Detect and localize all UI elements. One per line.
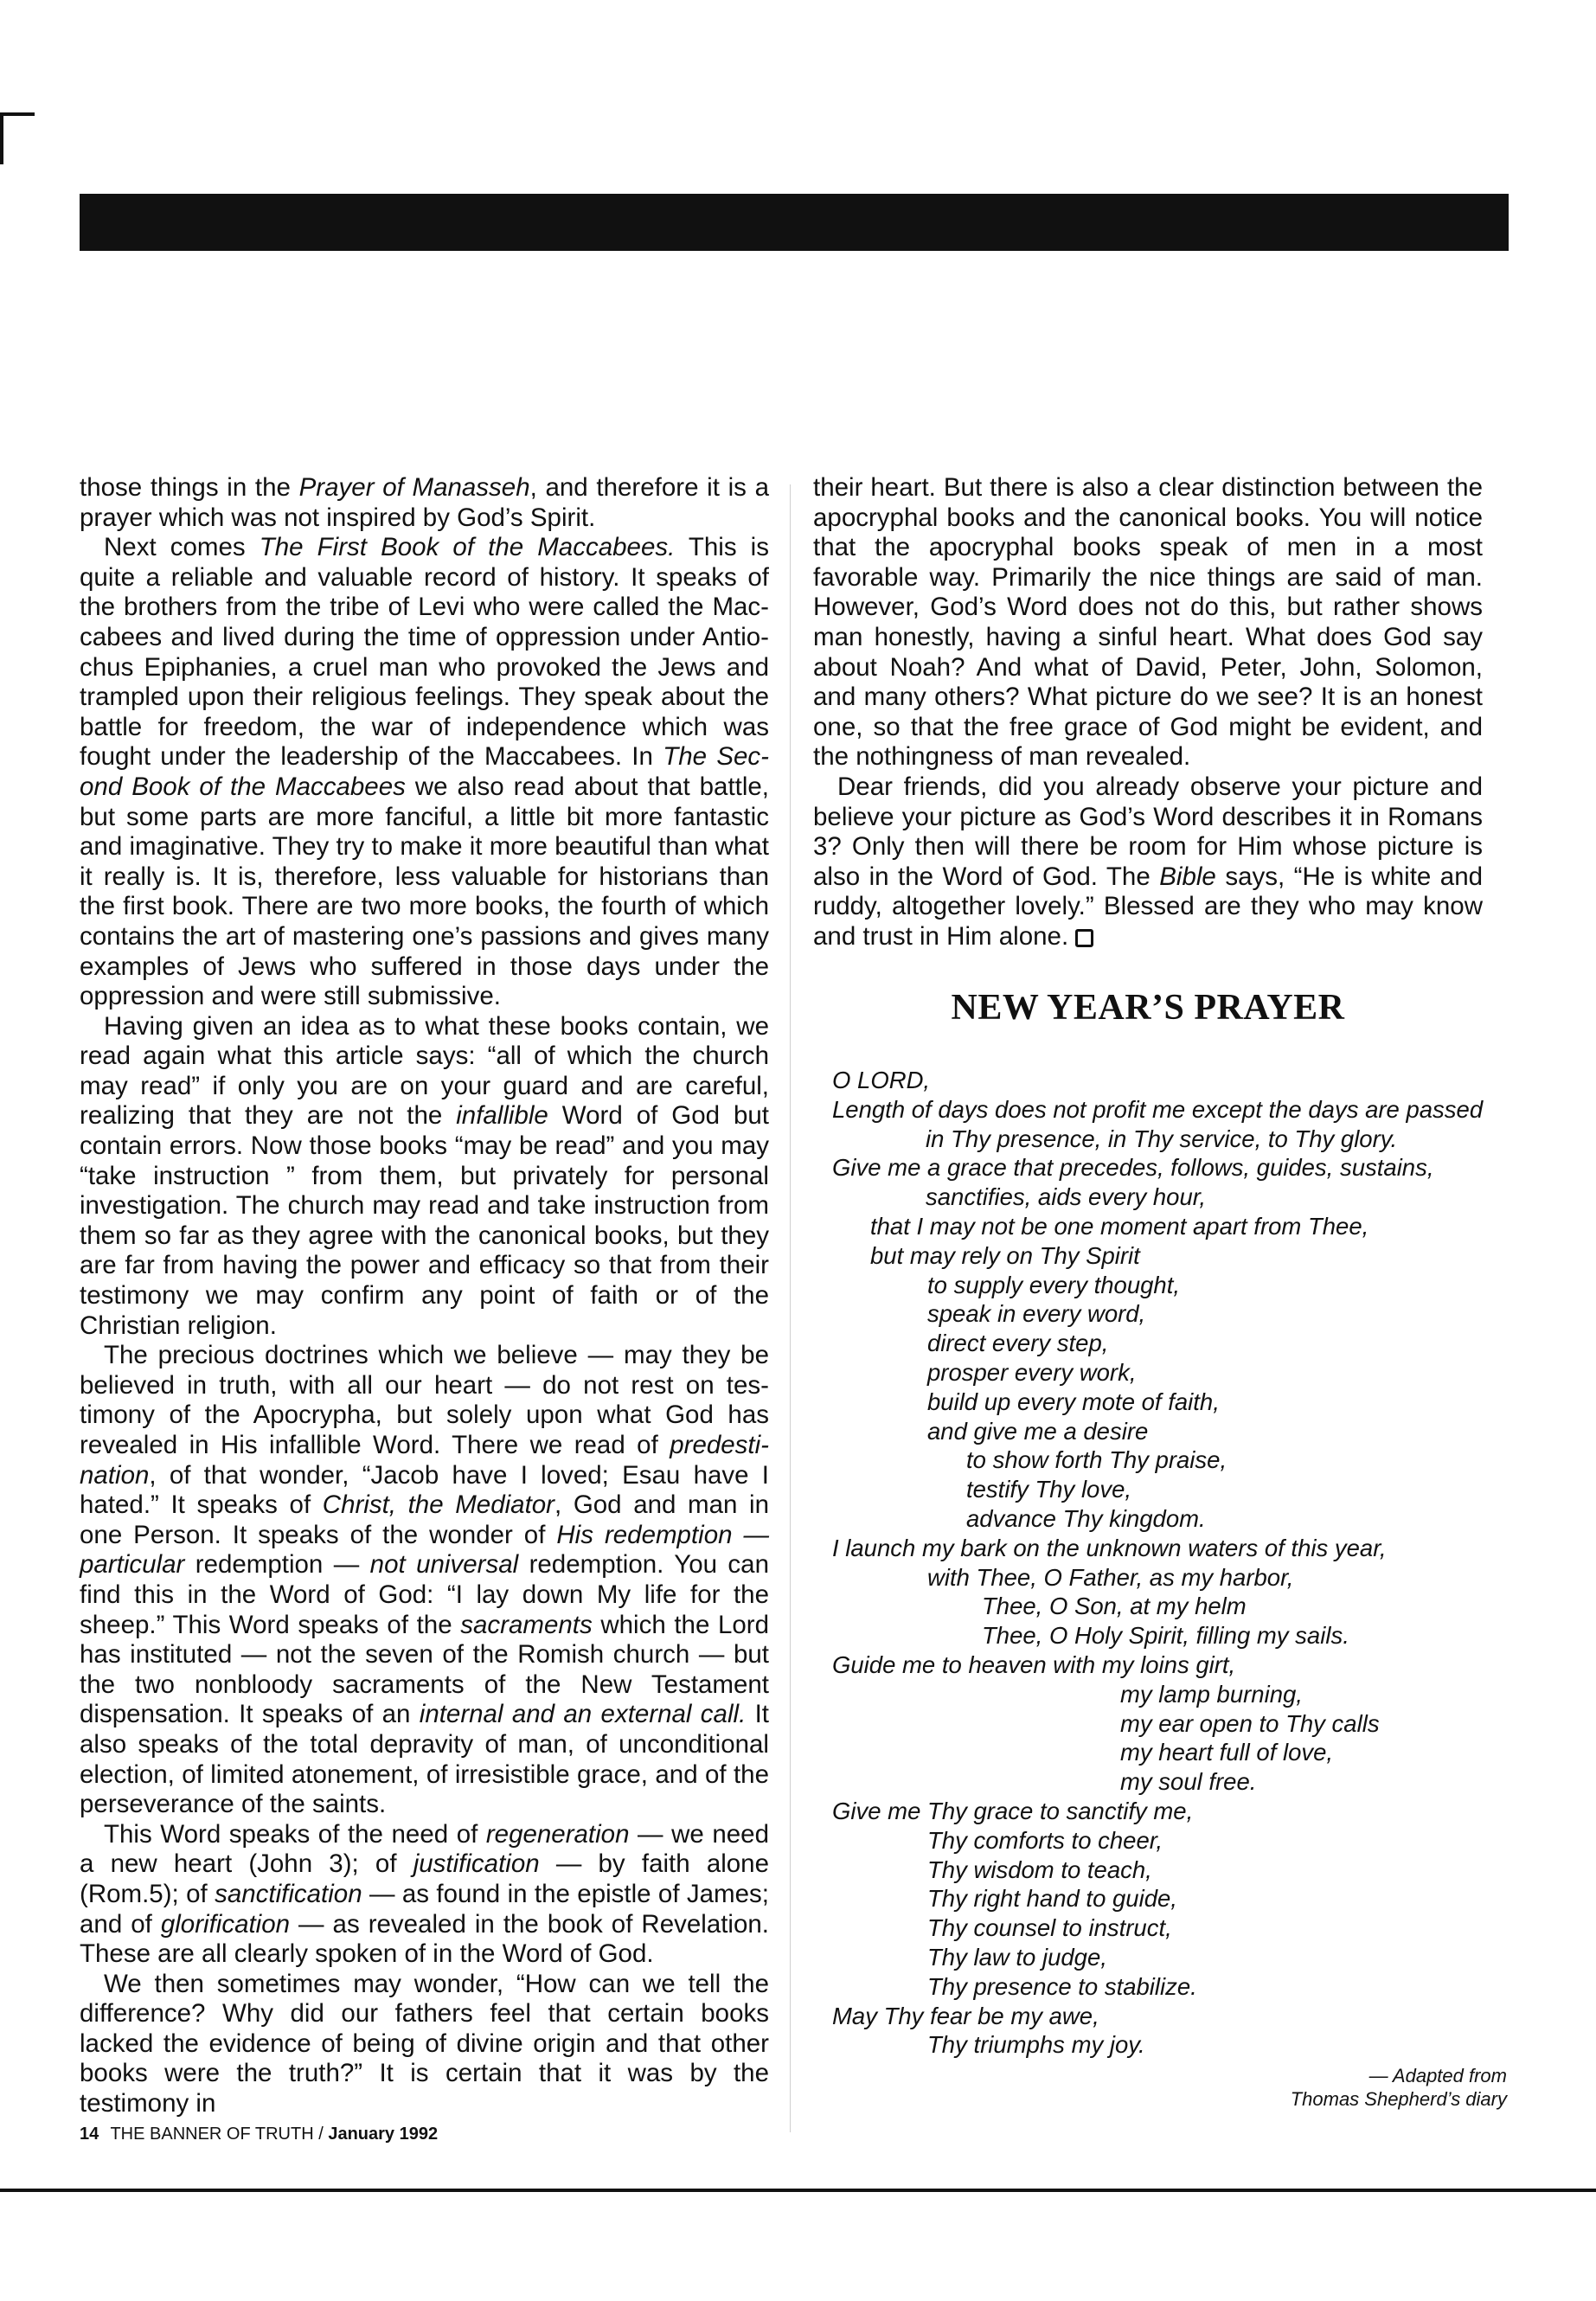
text-run: It also speaks of the total depravity of man, of unconditional election, of limited atonement, of irresistible grace, and of the perseverance of the saints. (80, 1700, 770, 1819)
paragraph (80, 1970, 769, 2119)
text-run: , God and man in one Person. It speaks of the wonder of (80, 1490, 769, 1549)
prayer-line: my heart full of love, (1120, 1739, 1334, 1766)
prayer-line: and give me a desire (927, 1417, 1149, 1445)
attribution-line: Thomas Shepherd’s diary (1290, 2088, 1507, 2110)
paragraph (813, 473, 1483, 772)
footer-rule (0, 2189, 1596, 2192)
prayer-line: but may rely on Thy Spirit (870, 1241, 1140, 1269)
text-run: , of that wonder, “Jacob have I loved; Esau have I hated.” It speaks of (80, 1460, 769, 1520)
text-run: those things in the (80, 473, 299, 502)
prayer-line: that I may not be one moment apart from Thee, (870, 1212, 1369, 1240)
issue-date: January 1992 (328, 2125, 439, 2144)
text-run: Having given an idea as to what these books contain, we read again what this article says: “all of which the church may read” if only you are on your guard and are careful, realizing that they are not the (80, 1011, 769, 1131)
text-run: The precious doctrines which we believe — may they be believed in truth, with all our heart — do not rest on testimony of the Apocrypha, but solely upon what God has revealed in His infallible Word. There we read of (80, 1341, 769, 1459)
article-end-mark (1075, 929, 1093, 947)
prayer-line: prosper every work, (927, 1358, 1137, 1386)
italic-text: sanctification (215, 1879, 362, 1908)
text-run: which the Lord has instituted — not the seven of the Romish church — but the two nonbloody sacraments of the New Testament dispensation. It speaks of an (80, 1610, 769, 1729)
prayer-line: my ear open to Thy calls (1120, 1709, 1380, 1737)
italic-text: internal and an external call. (419, 1700, 747, 1729)
prayer-line: sanctifies, aids every hour, (926, 1183, 1207, 1211)
prayer-line: Give me a grace that precedes, follows, guides, sustains, (832, 1154, 1434, 1182)
text-run: — as found in the epistle of James; and of (80, 1879, 769, 1939)
prayer-line: to show forth Thy praise, (966, 1446, 1227, 1474)
text-run: says, “He is white and ruddy, altogether lovely.” Blessed are they who may know and trust in Him alone. (813, 862, 1484, 951)
crop-mark (0, 112, 35, 116)
paragraph (80, 473, 769, 533)
prayer-line: Thy presence to stabilize. (927, 1972, 1197, 2000)
italic-text: infallible (456, 1101, 548, 1131)
prayer-line: Give me Thy grace to sanctify me, (832, 1797, 1194, 1824)
prayer-line: I launch my bark on the unknown waters of this year, (832, 1534, 1387, 1561)
text-run: We then sometimes may wonder, “How can we tell the difference? Why did our fathers feel that certain books lacked the evidence of being of divine origin and that other books were the truth?” It is certain that it was by the testimony in (80, 1969, 769, 2118)
prayer-line: Thee, O Holy Spirit, filling my sails. (982, 1622, 1349, 1650)
text-run: Next comes (104, 533, 260, 562)
italic-text: Christ, the Mediator (322, 1490, 555, 1520)
column-divider (790, 484, 791, 2132)
italic-text: sacraments (460, 1610, 593, 1639)
header-black-bar (80, 194, 1509, 251)
italic-text: not universal (369, 1550, 519, 1580)
prayer-line: in Thy presence, in Thy service, to Thy glory. (926, 1125, 1398, 1152)
prayer-line: advance Thy kingdom. (966, 1504, 1206, 1532)
paragraph (813, 772, 1483, 952)
prayer-line: Guide me to heaven with my loins girt, (832, 1650, 1236, 1678)
prayer-line: Length of days does not profit me except the days are passed (832, 1095, 1484, 1123)
italic-text: regeneration (485, 1819, 630, 1849)
text-run: — we need a new heart (John 3); of (80, 1819, 769, 1879)
text-run: we also read about that battle, but some parts are more fanciful, a little bit more fantastic and imaginative. They try to make it more beautiful than what it really is. It is, therefore, less valuable for historians than the first book. There are two more books, the fourth of which contains the art of mastering one’s passions and gives many examples of Jews who suffered in those days under the oppression and were still submissive. (80, 772, 770, 1011)
left-column (80, 473, 769, 2119)
italic-text: His redemption — particular (80, 1520, 769, 1580)
prayer-line: build up every mote of faith, (927, 1388, 1220, 1415)
prayer-text (832, 1066, 1524, 2060)
text-run: redemption — (184, 1550, 370, 1580)
prayer-line: Thy comforts to cheer, (927, 1826, 1163, 1854)
right-column (813, 473, 1483, 952)
prayer-title: NEW YEAR’S PRAYER (951, 988, 1345, 1028)
prayer-line: direct every step, (927, 1330, 1109, 1357)
prayer-line: speak in every word, (927, 1300, 1146, 1328)
crop-mark (0, 112, 3, 164)
publication-name: THE BANNER OF TRUTH / (110, 2125, 324, 2144)
prayer-attribution (1116, 2064, 1507, 2111)
attribution-line: — Adapted from (1368, 2065, 1507, 2086)
page-footer (80, 2124, 438, 2144)
text-run: — as revealed in the book of Revelation. These are all clearly spoken of in the Word of God. (80, 1909, 769, 1969)
text-run: Word of God but contain errors. Now those books “may be read” and you may “take instruction ” from them, but privately for personal investigation. The church may read and take instruction from them so far as they agree with the canonical books, but they are far from having the power and efficacy so that from their testimony we may confirm any point of faith or of the Christian religion. (80, 1101, 769, 1340)
prayer-line: Thee, O Son, at my helm (982, 1593, 1247, 1620)
italic-text: The First Book of the Maccabees. (259, 533, 676, 562)
prayer-line: my soul free. (1120, 1768, 1257, 1796)
prayer-line: testify Thy love, (966, 1476, 1132, 1503)
italic-text: Bible (1159, 862, 1216, 891)
italic-text: glorification (160, 1909, 291, 1939)
prayer-line: Thy right hand to guide, (927, 1885, 1177, 1913)
prayer-line: Thy triumphs my joy. (927, 2031, 1145, 2059)
italic-text: Prayer of Manasseh (298, 473, 530, 502)
prayer-line: Thy wisdom to teach, (927, 1856, 1152, 1883)
text-run: , and therefore it is a prayer which was not inspired by God’s Spirit. (80, 473, 770, 532)
prayer-line: my lamp burning, (1120, 1680, 1303, 1708)
italic-text: justification (413, 1849, 540, 1879)
text-run: — by faith alone (Rom.5); of (80, 1849, 769, 1908)
prayer-line: to supply every thought, (927, 1271, 1180, 1298)
paragraph (80, 533, 769, 1012)
text-run: Dear friends, did you already observe your picture and believe your picture as God’s Word describes it in Romans 3? Only then will there be room for Him whose picture is also in the Word of God. The (813, 772, 1483, 891)
italic-text: predestination (80, 1431, 769, 1490)
paragraph (80, 1820, 769, 1970)
text-run: This is quite a reliable and valuable record of history. It speaks of the brothers from the tribe of Levi who were called the Maccabees and lived during the time of oppression under Antiochus Epiphanies, a cruel man who provoked the Jews and trampled upon their religious feelings. They speak about the battle for freedom, the war of independence which was fought under the leadership of the Maccabees. In (80, 533, 769, 772)
prayer-line: Thy law to judge, (927, 1943, 1107, 1971)
prayer-line: May Thy fear be my awe, (832, 2002, 1099, 2029)
page-number: 14 (80, 2125, 99, 2144)
prayer-line: O LORD, (832, 1067, 931, 1093)
text-run: This Word speaks of the need of (104, 1819, 486, 1849)
italic-text: The Second Book of the Maccabees (80, 742, 769, 801)
prayer-line: with Thee, O Father, as my harbor, (927, 1563, 1294, 1591)
paragraph (80, 1012, 769, 1342)
text-run: their heart. But there is also a clear distinction between the apocryphal books and the canonical books. You will notice that the apocryphal books speak of men in a most favorable way. Primarily the nice things are said of man. However, God’s Word does not do this, but rather shows man honestly, having a sinful heart. What does God say about Noah? And what of David, Peter, John, Solomon, and many others? What picture do we see? It is an honest one, so that the free grace of God might be evident, and the nothingness of man revealed. (813, 473, 1483, 772)
prayer-line: Thy counsel to instruct, (927, 1914, 1172, 1942)
text-run: redemption. You can find this in the Word of God: “I lay down My life for the sheep.” This Word speaks of the (80, 1550, 769, 1639)
paragraph (80, 1341, 769, 1820)
